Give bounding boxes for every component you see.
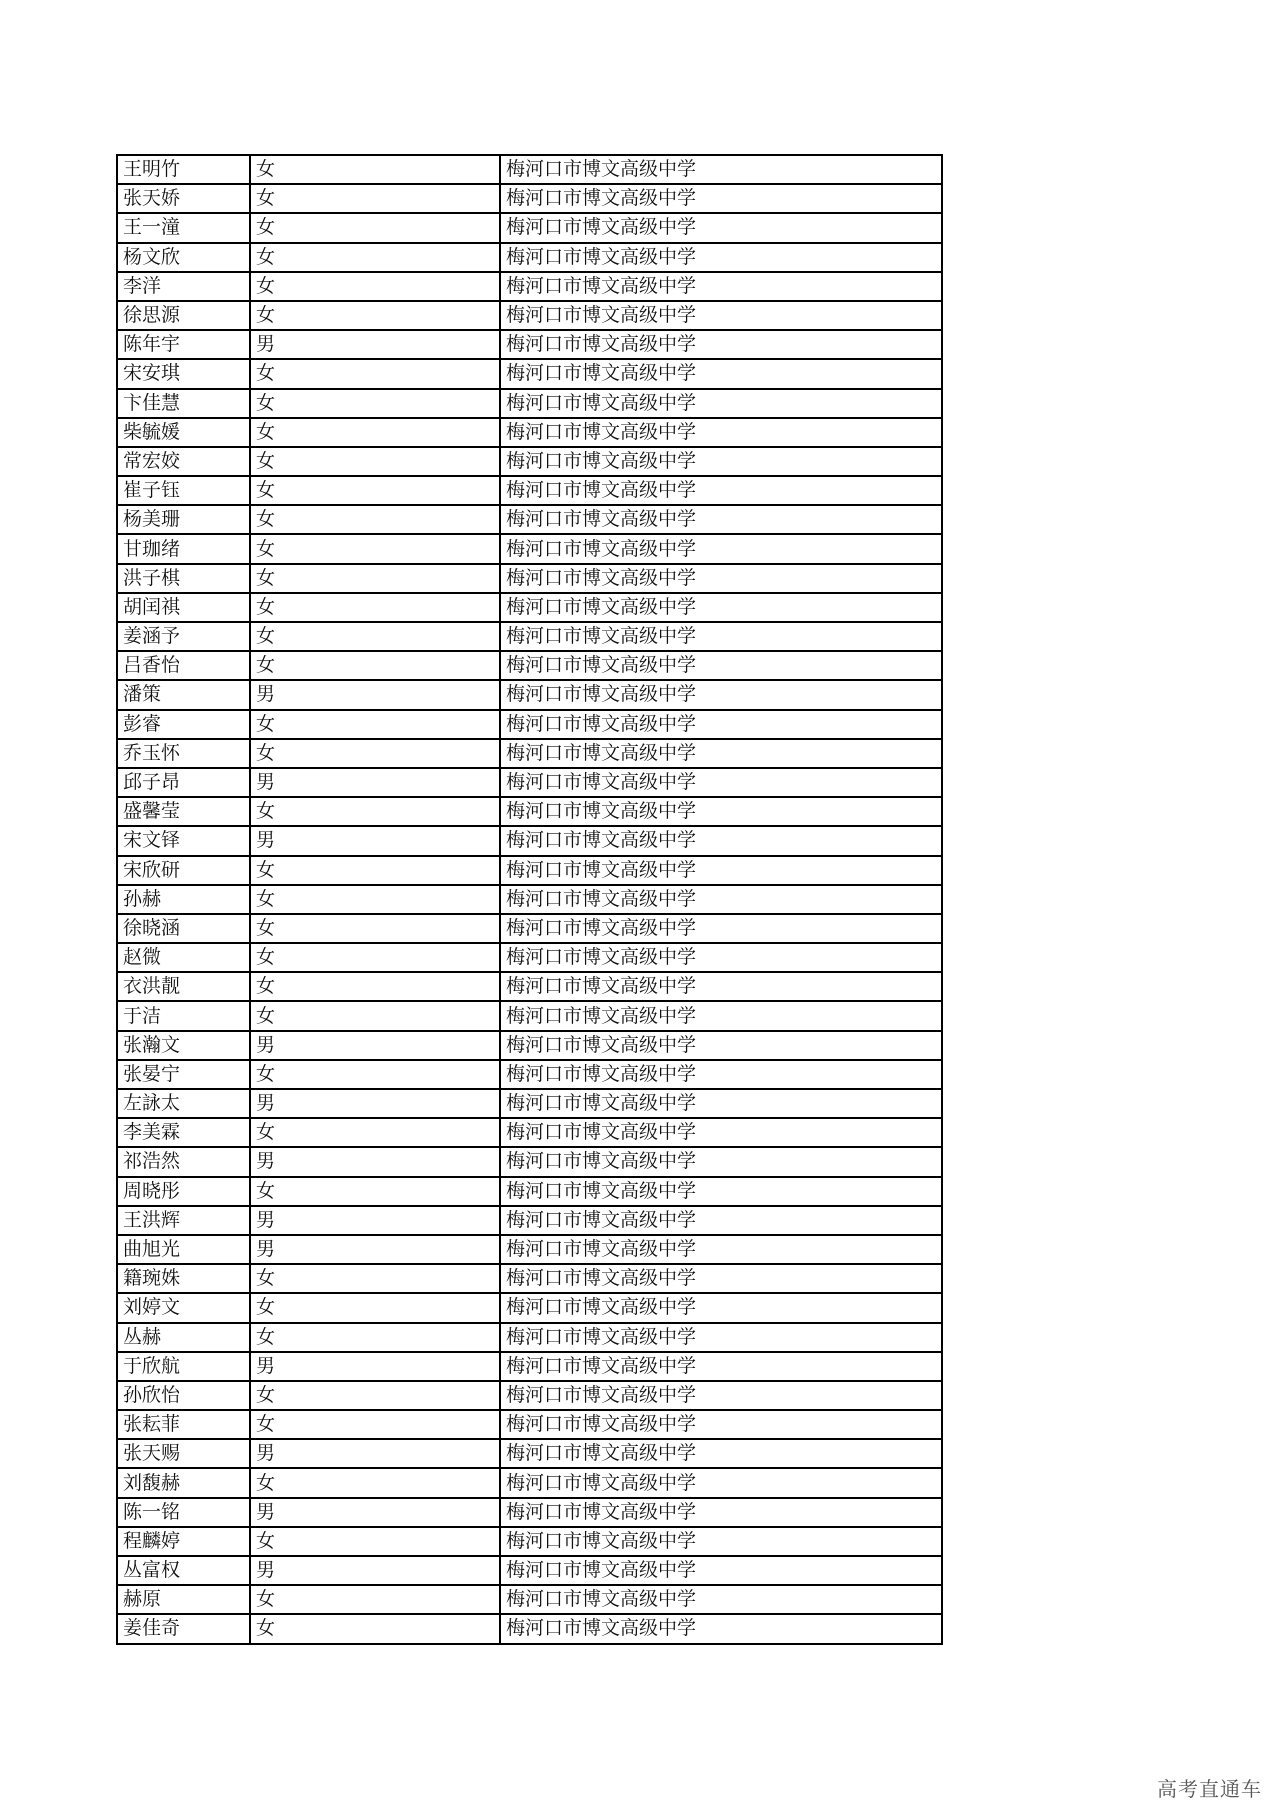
school-cell: 梅河口市博文高级中学 <box>500 797 942 826</box>
table-row <box>117 301 942 330</box>
gender-cell: 男 <box>250 1147 500 1176</box>
student-name-cell: 衣洪靓 <box>117 972 250 1001</box>
gender-cell: 女 <box>250 1527 500 1556</box>
school-cell: 梅河口市博文高级中学 <box>500 1293 942 1322</box>
student-name-cell: 丛赫 <box>117 1323 250 1352</box>
gender-cell: 男 <box>250 1352 500 1381</box>
student-name-cell: 陈一铭 <box>117 1498 250 1527</box>
gender-cell: 男 <box>250 1498 500 1527</box>
school-cell: 梅河口市博文高级中学 <box>500 1031 942 1060</box>
table-row <box>117 885 942 914</box>
gender-cell: 女 <box>250 1381 500 1410</box>
gender-cell: 女 <box>250 710 500 739</box>
student-name-cell: 孙赫 <box>117 885 250 914</box>
student-name-cell: 胡闰祺 <box>117 593 250 622</box>
school-cell: 梅河口市博文高级中学 <box>500 534 942 563</box>
gender-cell: 男 <box>250 1089 500 1118</box>
school-cell: 梅河口市博文高级中学 <box>500 826 942 855</box>
student-name-cell: 乔玉怀 <box>117 739 250 768</box>
table-row <box>117 622 942 651</box>
school-cell: 梅河口市博文高级中学 <box>500 651 942 680</box>
gender-cell: 女 <box>250 885 500 914</box>
table-row <box>117 1323 942 1352</box>
table-row <box>117 1147 942 1176</box>
school-cell: 梅河口市博文高级中学 <box>500 243 942 272</box>
table-row <box>117 272 942 301</box>
student-name-cell: 李洋 <box>117 272 250 301</box>
student-name-cell: 宋安琪 <box>117 359 250 388</box>
table-row <box>117 1585 942 1614</box>
school-cell: 梅河口市博文高级中学 <box>500 1352 942 1381</box>
table-row <box>117 389 942 418</box>
gender-cell: 女 <box>250 856 500 885</box>
student-name-cell: 陈年宇 <box>117 330 250 359</box>
school-cell: 梅河口市博文高级中学 <box>500 972 942 1001</box>
school-cell: 梅河口市博文高级中学 <box>500 1410 942 1439</box>
student-name-cell: 张耘菲 <box>117 1410 250 1439</box>
table-row <box>117 1527 942 1556</box>
table-row <box>117 564 942 593</box>
gender-cell: 女 <box>250 1177 500 1206</box>
table-row <box>117 651 942 680</box>
table-row <box>117 213 942 242</box>
student-name-cell: 崔子钰 <box>117 476 250 505</box>
student-name-cell: 王明竹 <box>117 155 250 184</box>
table-row <box>117 447 942 476</box>
table-row <box>117 1264 942 1293</box>
gender-cell: 女 <box>250 1614 500 1643</box>
table-row <box>117 534 942 563</box>
school-cell: 梅河口市博文高级中学 <box>500 418 942 447</box>
gender-cell: 男 <box>250 1439 500 1468</box>
school-cell: 梅河口市博文高级中学 <box>500 739 942 768</box>
school-cell: 梅河口市博文高级中学 <box>500 330 942 359</box>
student-name-cell: 张瀚文 <box>117 1031 250 1060</box>
table-row <box>117 972 942 1001</box>
gender-cell: 女 <box>250 739 500 768</box>
student-name-cell: 杨文欣 <box>117 243 250 272</box>
student-name-cell: 赵微 <box>117 943 250 972</box>
gender-cell: 女 <box>250 651 500 680</box>
table-row <box>117 359 942 388</box>
table-row <box>117 1031 942 1060</box>
gender-cell: 女 <box>250 1410 500 1439</box>
student-name-cell: 刘婷文 <box>117 1293 250 1322</box>
student-name-cell: 姜佳奇 <box>117 1614 250 1643</box>
gender-cell: 女 <box>250 1323 500 1352</box>
table-row <box>117 739 942 768</box>
table-row <box>117 1468 942 1497</box>
student-name-cell: 周晓彤 <box>117 1177 250 1206</box>
gender-cell: 女 <box>250 272 500 301</box>
student-name-cell: 卞佳慧 <box>117 389 250 418</box>
gender-cell: 女 <box>250 155 500 184</box>
school-cell: 梅河口市博文高级中学 <box>500 856 942 885</box>
gender-cell: 女 <box>250 972 500 1001</box>
student-name-cell: 于洁 <box>117 1001 250 1030</box>
gender-cell: 女 <box>250 1118 500 1147</box>
table-row <box>117 1498 942 1527</box>
student-name-cell: 彭睿 <box>117 710 250 739</box>
gender-cell: 女 <box>250 476 500 505</box>
roster-body <box>117 155 942 1644</box>
student-name-cell: 潘策 <box>117 680 250 709</box>
table-row <box>117 710 942 739</box>
table-row <box>117 476 942 505</box>
school-cell: 梅河口市博文高级中学 <box>500 1118 942 1147</box>
gender-cell: 男 <box>250 1235 500 1264</box>
table-row <box>117 914 942 943</box>
gender-cell: 男 <box>250 1031 500 1060</box>
school-cell: 梅河口市博文高级中学 <box>500 622 942 651</box>
table-row <box>117 1293 942 1322</box>
school-cell: 梅河口市博文高级中学 <box>500 184 942 213</box>
table-row <box>117 856 942 885</box>
school-cell: 梅河口市博文高级中学 <box>500 1177 942 1206</box>
table-row <box>117 1439 942 1468</box>
gender-cell: 女 <box>250 593 500 622</box>
student-roster-table <box>116 154 943 1645</box>
school-cell: 梅河口市博文高级中学 <box>500 1089 942 1118</box>
school-cell: 梅河口市博文高级中学 <box>500 505 942 534</box>
gender-cell: 女 <box>250 1060 500 1089</box>
gender-cell: 女 <box>250 1585 500 1614</box>
gender-cell: 女 <box>250 622 500 651</box>
gender-cell: 女 <box>250 534 500 563</box>
student-name-cell: 左詠太 <box>117 1089 250 1118</box>
gender-cell: 女 <box>250 564 500 593</box>
gender-cell: 女 <box>250 1293 500 1322</box>
student-name-cell: 宋文铎 <box>117 826 250 855</box>
school-cell: 梅河口市博文高级中学 <box>500 1527 942 1556</box>
school-cell: 梅河口市博文高级中学 <box>500 1060 942 1089</box>
gender-cell: 女 <box>250 301 500 330</box>
table-row <box>117 505 942 534</box>
school-cell: 梅河口市博文高级中学 <box>500 768 942 797</box>
student-name-cell: 张天娇 <box>117 184 250 213</box>
gender-cell: 男 <box>250 1206 500 1235</box>
gender-cell: 男 <box>250 1556 500 1585</box>
student-name-cell: 张天赐 <box>117 1439 250 1468</box>
student-name-cell: 宋欣研 <box>117 856 250 885</box>
student-name-cell: 曲旭光 <box>117 1235 250 1264</box>
table-row <box>117 1001 942 1030</box>
school-cell: 梅河口市博文高级中学 <box>500 213 942 242</box>
table-row <box>117 243 942 272</box>
school-cell: 梅河口市博文高级中学 <box>500 914 942 943</box>
student-name-cell: 王洪辉 <box>117 1206 250 1235</box>
gender-cell: 女 <box>250 418 500 447</box>
school-cell: 梅河口市博文高级中学 <box>500 1614 942 1643</box>
student-name-cell: 祁浩然 <box>117 1147 250 1176</box>
student-name-cell: 李美霖 <box>117 1118 250 1147</box>
table-row <box>117 1060 942 1089</box>
table-row <box>117 155 942 184</box>
table-row <box>117 1614 942 1643</box>
table-row <box>117 1352 942 1381</box>
school-cell: 梅河口市博文高级中学 <box>500 301 942 330</box>
table-row <box>117 1089 942 1118</box>
student-name-cell: 常宏姣 <box>117 447 250 476</box>
school-cell: 梅河口市博文高级中学 <box>500 1468 942 1497</box>
school-cell: 梅河口市博文高级中学 <box>500 943 942 972</box>
student-name-cell: 程麟婷 <box>117 1527 250 1556</box>
gender-cell: 女 <box>250 184 500 213</box>
table-row <box>117 184 942 213</box>
gender-cell: 女 <box>250 914 500 943</box>
student-name-cell: 孙欣怡 <box>117 1381 250 1410</box>
watermark-text: 高考直通车 <box>1157 1777 1262 1801</box>
school-cell: 梅河口市博文高级中学 <box>500 593 942 622</box>
student-name-cell: 籍琬姝 <box>117 1264 250 1293</box>
table-row <box>117 1177 942 1206</box>
table-row <box>117 1206 942 1235</box>
gender-cell: 女 <box>250 243 500 272</box>
school-cell: 梅河口市博文高级中学 <box>500 1585 942 1614</box>
school-cell: 梅河口市博文高级中学 <box>500 1556 942 1585</box>
student-name-cell: 丛富权 <box>117 1556 250 1585</box>
school-cell: 梅河口市博文高级中学 <box>500 680 942 709</box>
student-name-cell: 洪子棋 <box>117 564 250 593</box>
gender-cell: 男 <box>250 826 500 855</box>
gender-cell: 女 <box>250 943 500 972</box>
gender-cell: 男 <box>250 768 500 797</box>
student-name-cell: 杨美珊 <box>117 505 250 534</box>
student-name-cell: 姜涵予 <box>117 622 250 651</box>
table-row <box>117 1118 942 1147</box>
table-row <box>117 330 942 359</box>
gender-cell: 女 <box>250 359 500 388</box>
student-name-cell: 徐思源 <box>117 301 250 330</box>
table-row <box>117 680 942 709</box>
table-row <box>117 1410 942 1439</box>
table-row <box>117 943 942 972</box>
school-cell: 梅河口市博文高级中学 <box>500 1264 942 1293</box>
student-name-cell: 张晏宁 <box>117 1060 250 1089</box>
student-name-cell: 柴毓媛 <box>117 418 250 447</box>
school-cell: 梅河口市博文高级中学 <box>500 1235 942 1264</box>
student-name-cell: 甘珈绪 <box>117 534 250 563</box>
school-cell: 梅河口市博文高级中学 <box>500 389 942 418</box>
school-cell: 梅河口市博文高级中学 <box>500 359 942 388</box>
gender-cell: 女 <box>250 447 500 476</box>
gender-cell: 男 <box>250 680 500 709</box>
table-row <box>117 826 942 855</box>
school-cell: 梅河口市博文高级中学 <box>500 1381 942 1410</box>
school-cell: 梅河口市博文高级中学 <box>500 272 942 301</box>
table-row <box>117 593 942 622</box>
student-name-cell: 吕香怡 <box>117 651 250 680</box>
gender-cell: 女 <box>250 1468 500 1497</box>
gender-cell: 女 <box>250 1264 500 1293</box>
gender-cell: 女 <box>250 1001 500 1030</box>
student-name-cell: 盛馨莹 <box>117 797 250 826</box>
gender-cell: 男 <box>250 330 500 359</box>
school-cell: 梅河口市博文高级中学 <box>500 1206 942 1235</box>
school-cell: 梅河口市博文高级中学 <box>500 564 942 593</box>
school-cell: 梅河口市博文高级中学 <box>500 1439 942 1468</box>
school-cell: 梅河口市博文高级中学 <box>500 1001 942 1030</box>
school-cell: 梅河口市博文高级中学 <box>500 1323 942 1352</box>
student-name-cell: 于欣航 <box>117 1352 250 1381</box>
school-cell: 梅河口市博文高级中学 <box>500 1498 942 1527</box>
student-name-cell: 王一潼 <box>117 213 250 242</box>
gender-cell: 女 <box>250 505 500 534</box>
table-row <box>117 797 942 826</box>
table-row <box>117 1381 942 1410</box>
table-row <box>117 1556 942 1585</box>
gender-cell: 女 <box>250 213 500 242</box>
student-name-cell: 赫原 <box>117 1585 250 1614</box>
gender-cell: 女 <box>250 389 500 418</box>
school-cell: 梅河口市博文高级中学 <box>500 710 942 739</box>
school-cell: 梅河口市博文高级中学 <box>500 1147 942 1176</box>
student-name-cell: 邱子昂 <box>117 768 250 797</box>
school-cell: 梅河口市博文高级中学 <box>500 476 942 505</box>
school-cell: 梅河口市博文高级中学 <box>500 447 942 476</box>
gender-cell: 女 <box>250 797 500 826</box>
school-cell: 梅河口市博文高级中学 <box>500 885 942 914</box>
table-row <box>117 418 942 447</box>
table-row <box>117 768 942 797</box>
school-cell: 梅河口市博文高级中学 <box>500 155 942 184</box>
student-name-cell: 徐晓涵 <box>117 914 250 943</box>
student-name-cell: 刘馥赫 <box>117 1468 250 1497</box>
table-row <box>117 1235 942 1264</box>
